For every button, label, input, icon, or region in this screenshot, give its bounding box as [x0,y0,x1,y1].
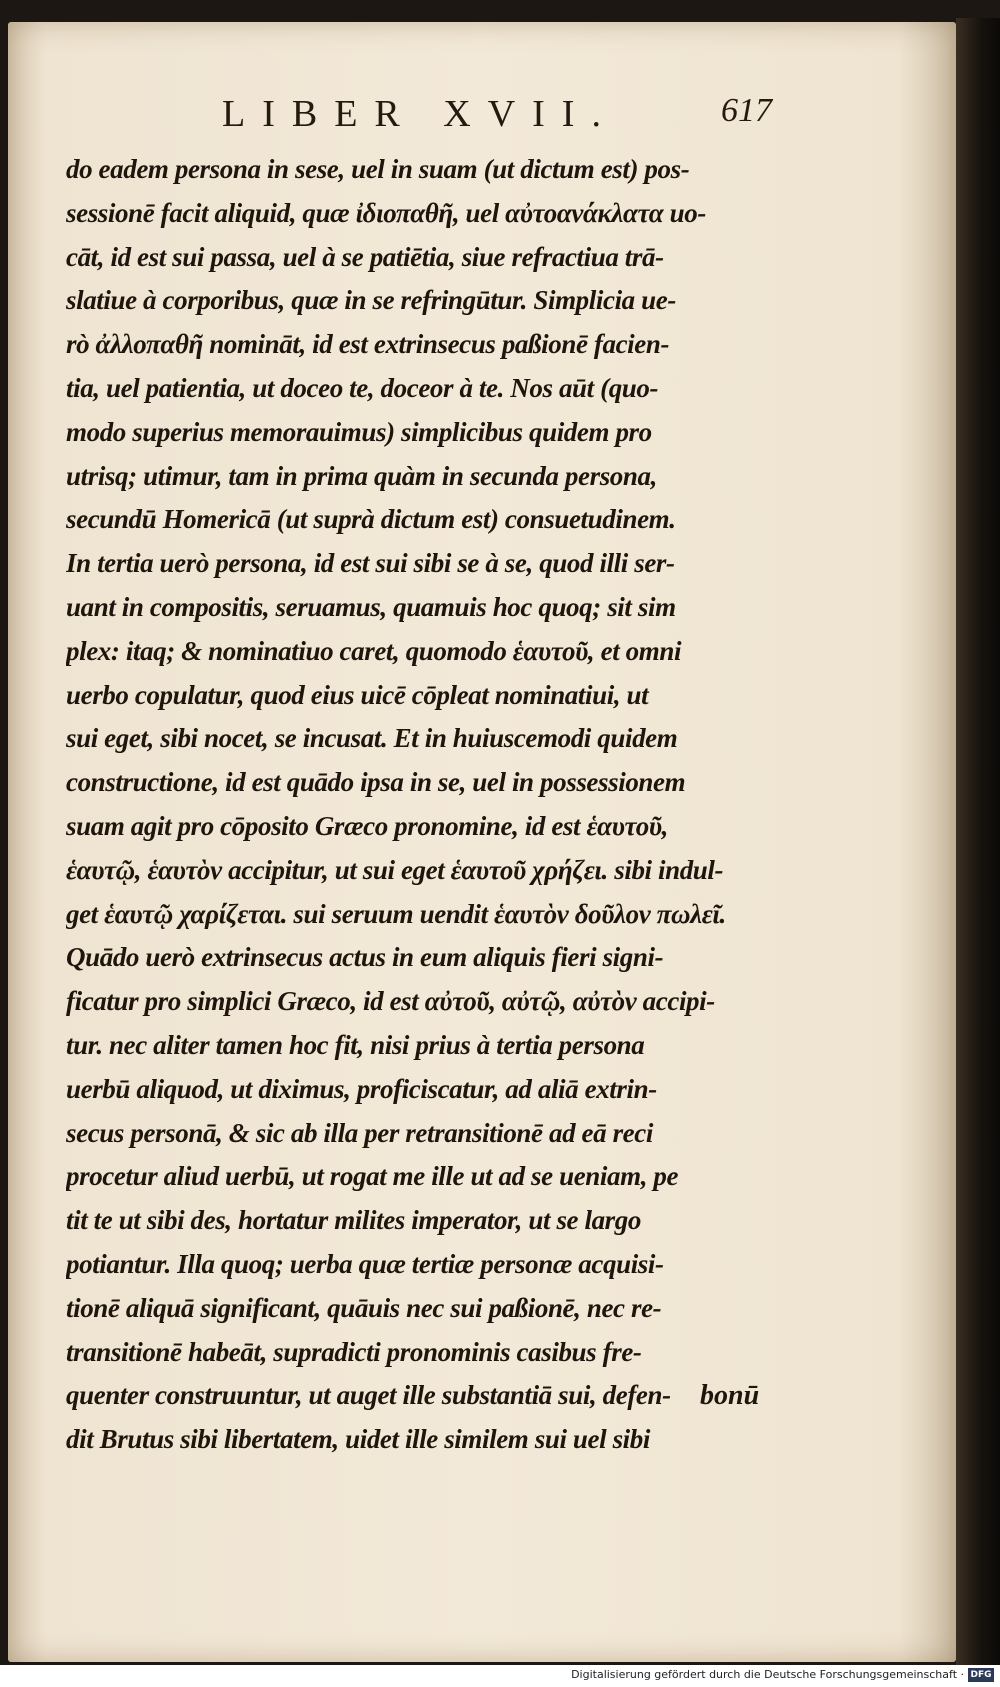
text-line: In tertia uerò persona, id est sui sibi se à se, quod illi ser- [66,548,675,579]
text-line: uerbū aliquod, ut diximus, proficiscatur, ad aliā extrin- [66,1073,657,1104]
text-line: tur. nec aliter tamen hoc fit, nisi prius à tertia persona [66,1029,645,1060]
text-line: secundū Homericā (ut suprà dictum est) consuetudinem. [66,504,676,535]
text-line: transitionē habeāt, supradicti pronominis casibus fre- [66,1336,642,1367]
text-line: procetur aliud uerbū, ut rogat me ille ut ad se ueniam, pe [66,1161,679,1192]
text-line: sessionē facit aliquid, quæ ἰδιοπαθῆ, uel αὐτοανάκλατα uo- [66,197,706,228]
page-number: 617 [721,92,772,129]
text-line: plex: itaq; & nominatiuo caret, quomodo ἑαυτοῦ, et omni [66,635,682,666]
text-line: cāt, id est sui passa, uel à se patiētia, siue refractiua trā- [66,241,664,272]
text-line: modo superius memorauimus) simplicibus quidem pro [66,416,652,447]
text-line: get ἑαυτῷ χαρίζεται. sui seruum uendit ἑαυτὸν δοῦλον πωλεῖ. [66,898,726,929]
text-line: constructione, id est quādo ipsa in se, uel in possessionem [66,767,686,798]
text-line: secus personā, & sic ab illa per retransitionē ad eā reci [66,1117,653,1148]
catchword: bonū [700,1380,760,1411]
page-header [222,92,772,142]
text-line: utrisq; utimur, tam in prima quàm in secunda persona, [66,460,657,491]
dfg-logo: DFG [968,1668,994,1682]
text-line: potiantur. Illa quoq; uerba quæ tertiæ personæ acquisi- [66,1248,664,1279]
text-line: uerbo copulatur, quod eius uicē cōpleat nominatiui, ut [66,679,649,710]
text-line: sui eget, sibi nocet, se incusat. Et in huiuscemodi quidem [66,723,678,754]
text-line: Quādo uerò extrinsecus actus in eum aliquis fieri signi- [66,942,664,973]
text-line: quenter construuntur, ut auget ille substantiā sui, defen- [66,1380,671,1411]
text-line: dit Brutus sibi libertatem, uidet ille similem sui uel sibi [66,1424,650,1455]
text-line: tia, uel patientia, ut doceo te, doceor à te. Nos aūt (quo- [66,372,659,403]
text-line: slatiue à corporibus, quæ in se refringūtur. Simplicia ue- [66,285,676,316]
body-text [66,148,782,1462]
text-line: ἑαυτῷ, ἑαυτὸν accipitur, ut sui eget ἑαυτοῦ χρήζει. sibi indul- [66,854,724,885]
text-line: suam agit pro cōposito Græco pronomine, id est ἑαυτοῦ, [66,810,668,841]
book-binding-edge [956,18,1000,1665]
text-line: uant in compositis, seruamus, quamuis hoc quoq; sit sim [66,591,676,622]
footer-bar [0,1665,1000,1687]
text-line: ficatur pro simplici Græco, id est αὐτοῦ, αὐτῷ, αὐτὸν accipi- [66,986,715,1017]
text-line: tit te ut sibi des, hortatur milites imperator, ut se largo [66,1205,641,1236]
text-line: tionē aliquā significant, quāuis nec sui paßionē, nec re- [66,1292,662,1323]
funding-credit: Digitalisierung gefördert durch die Deutsche Forschungsgemeinschaft · [571,1668,964,1681]
text-line: rò ἀλλοπαθῆ nomināt, id est extrinsecus paßionē facien- [66,329,670,360]
text-line: do eadem persona in sese, uel in suam (ut dictum est) pos- [66,154,690,184]
running-title: LIBER XVII. [222,93,618,135]
